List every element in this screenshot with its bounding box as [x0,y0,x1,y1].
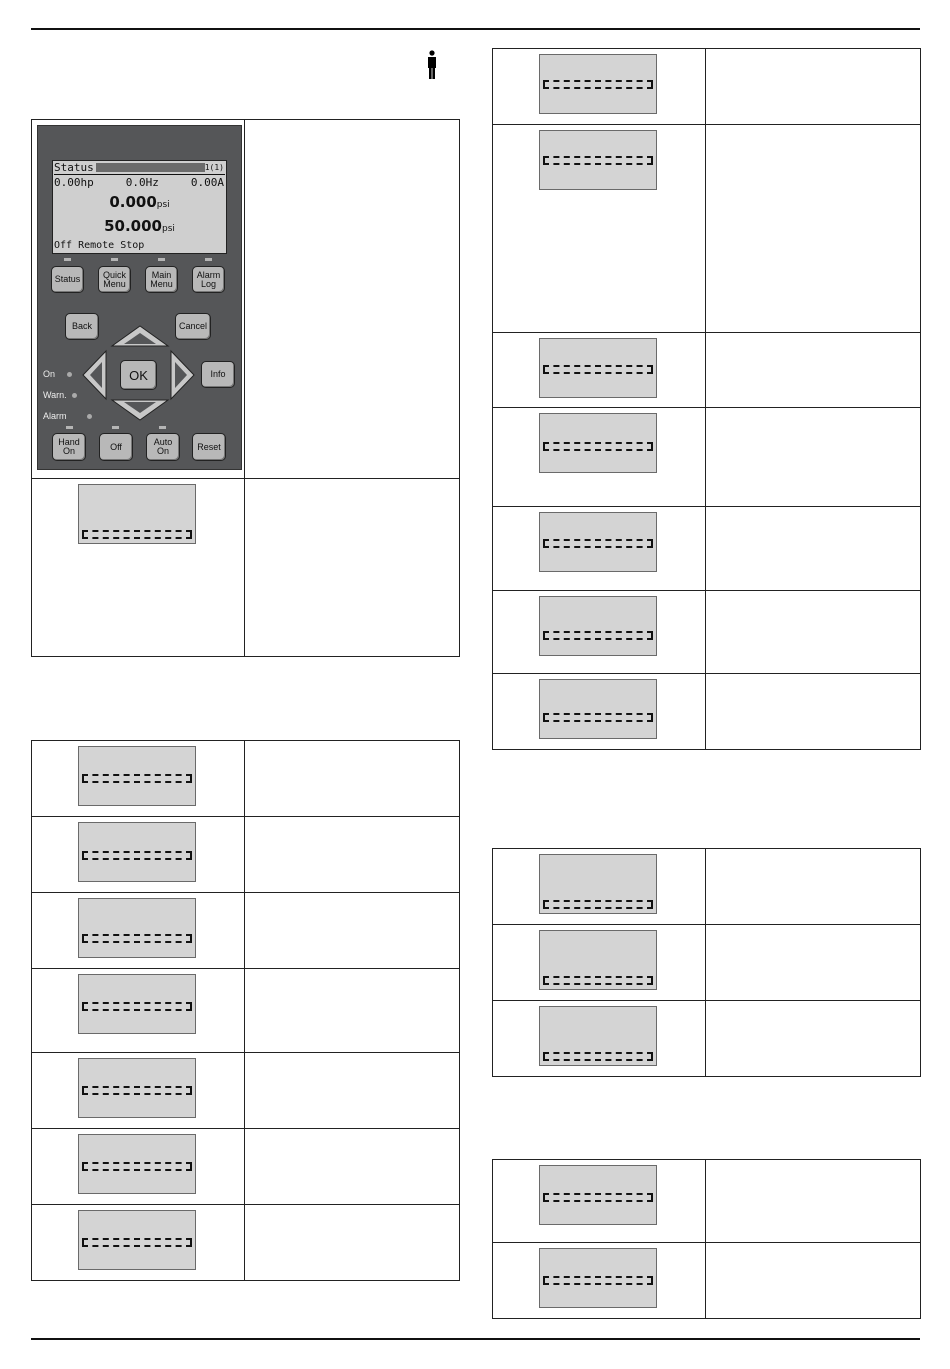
alarm-log-button[interactable]: Alarm Log [192,266,225,293]
display-menu-index: 1(1) [204,163,224,172]
info-button[interactable]: Info [201,361,235,388]
lcd-illustration [539,596,657,656]
alarm-indicator-label: Alarm [43,411,67,421]
down-arrow-icon[interactable] [110,398,170,422]
right-arrow-icon[interactable] [169,349,196,401]
lcd-illustration [539,338,657,398]
display-readouts [54,176,224,189]
main-menu-led [158,258,165,261]
lcd-table-right-2 [492,848,921,1077]
status-button[interactable]: Status [51,266,84,293]
lcd-illustration [78,898,196,958]
person-icon [424,50,440,80]
lcd-illustration [78,1134,196,1194]
display-header-bar [96,163,205,172]
main-menu-button[interactable]: Main Menu [145,266,178,293]
top-rule [31,28,920,30]
display-status-title: Status [54,161,94,174]
lcd-illustration [539,1006,657,1066]
auto-on-button[interactable]: Auto On [146,433,180,461]
lcd-illustration [78,974,196,1034]
warn-indicator-light [72,393,77,398]
lcd-illustration [539,679,657,739]
alarm-log-led [205,258,212,261]
lcd-table-left [31,740,460,1281]
up-arrow-icon[interactable] [110,324,170,348]
lcd-illustration [78,1210,196,1270]
lcd-illustration [78,746,196,806]
readout-frequency: 0.0Hz [125,176,159,189]
lcd-illustration [78,1058,196,1118]
hand-on-led [66,426,73,429]
lcd-illustration [539,512,657,572]
lcd-illustration [539,413,657,473]
auto-on-led [159,426,166,429]
display-value-1: 0.000psi [109,193,170,211]
lcd-illustration [539,54,657,114]
lcd-illustration [539,130,657,190]
display-status-line: Off Remote Stop [54,240,145,251]
description-cell [245,120,460,479]
lcp-keypad [37,125,242,470]
quick-menu-button[interactable]: Quick Menu [98,266,131,293]
on-indicator-label: On [43,369,56,379]
reset-button[interactable]: Reset [192,433,226,461]
lcd-table-right-3 [492,1159,921,1319]
cancel-button[interactable]: Cancel [175,313,211,340]
lcd-illustration [539,1165,657,1225]
status-led [64,258,71,261]
display-header [54,162,225,175]
readout-power: 0.00hp [54,176,94,189]
readout-current: 0.00A [190,176,224,189]
quick-menu-led [111,258,118,261]
description-cell [245,479,460,657]
off-button[interactable]: Off [99,433,133,461]
lcp-display [52,160,227,254]
back-button[interactable]: Back [65,313,99,340]
lcd-illustration [539,1248,657,1308]
warn-indicator-label: Warn. [43,390,67,400]
bottom-rule [31,1338,920,1340]
display-value-2: 50.000psi [104,217,175,235]
hand-on-button[interactable]: Hand On [52,433,86,461]
lcd-table-right-1 [492,48,921,750]
left-arrow-icon[interactable] [81,349,108,401]
off-led [112,426,119,429]
lcd-illustration [78,484,196,544]
on-indicator-light [67,372,72,377]
ok-button[interactable]: OK [120,360,157,390]
lcd-illustration [539,854,657,914]
lcd-cell [32,479,245,657]
alarm-indicator-light [87,414,92,419]
lcd-illustration [78,822,196,882]
lcd-illustration [539,930,657,990]
